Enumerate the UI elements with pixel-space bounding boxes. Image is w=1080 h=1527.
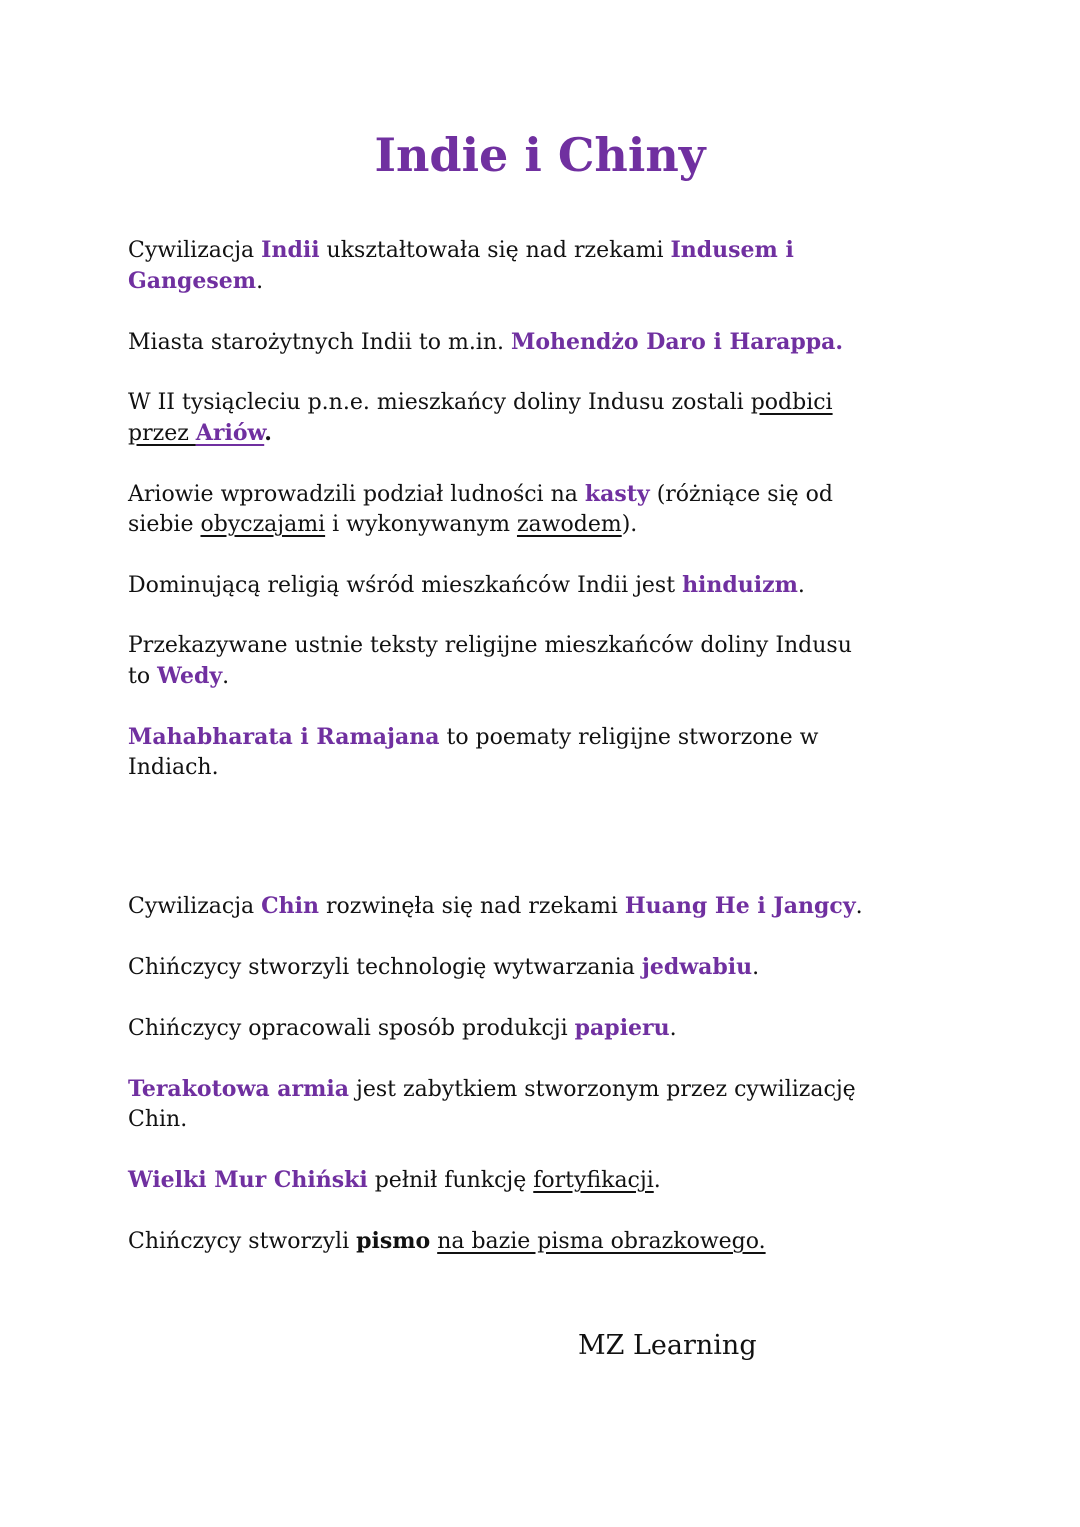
- china-paragraph: [128, 1226, 1008, 1257]
- underlined-text: przez: [128, 421, 196, 446]
- key-term: hinduizm: [682, 572, 798, 598]
- india-paragraph: [128, 722, 1008, 783]
- text-run: pełnił funkcję: [367, 1168, 534, 1193]
- key-term: Wedy: [157, 663, 223, 689]
- key-term: Gangesem: [128, 268, 257, 294]
- text-run: to: [128, 664, 158, 689]
- china-section: [128, 891, 1008, 1287]
- key-term: Chin: [261, 893, 320, 919]
- underlined-text: podbici: [750, 390, 833, 415]
- key-term: kasty: [584, 481, 650, 507]
- india-paragraph: [128, 388, 1008, 449]
- text-run: .: [669, 1016, 677, 1041]
- text-run: Ariowie wprowadzili podział ludności na: [128, 482, 585, 507]
- underlined-text: zawodem: [516, 512, 622, 537]
- underlined-text: obyczajami: [200, 512, 326, 537]
- china-paragraph: [128, 1013, 1008, 1044]
- text-run: rozwinęła się nad rzekami: [319, 894, 625, 919]
- text-run: .: [264, 420, 272, 446]
- underlined-text: na bazie pisma obrazkowego.: [437, 1229, 766, 1254]
- text-run: Chińczycy opracowali sposób produkcji: [128, 1016, 575, 1041]
- underlined-text: fortyfikacji: [533, 1168, 654, 1193]
- text-run: pismo: [356, 1228, 431, 1254]
- text-run: Chińczycy stworzyli: [128, 1229, 357, 1254]
- text-run: (różniące się od: [649, 482, 833, 507]
- key-term: Huang He i Jangcy: [624, 893, 856, 919]
- text-run: .: [752, 955, 760, 980]
- text-run: .: [653, 1168, 661, 1193]
- text-run: Dominującą religią wśród mieszkańców Indii jest: [128, 573, 683, 598]
- text-run: jest zabytkiem stworzonym przez cywilizację: [349, 1077, 856, 1102]
- china-paragraph: [128, 891, 1008, 922]
- text-run: Cywilizacja: [128, 238, 262, 263]
- india-paragraph: [128, 327, 1008, 358]
- text-run: Indiach.: [128, 755, 219, 780]
- text-run: Miasta starożytnych Indii to m.in.: [128, 330, 512, 355]
- india-paragraph: [128, 479, 1008, 540]
- text-run: i wykonywanym: [325, 512, 517, 537]
- text-run: Przekazywane ustnie teksty religijne mieszkańców doliny Indusu: [128, 633, 852, 658]
- text-run: .: [222, 664, 230, 689]
- text-run: Chińczycy stworzyli technologię wytwarzania: [128, 955, 642, 980]
- text-run: .: [797, 573, 805, 598]
- text-run: ).: [621, 512, 638, 537]
- text-run: Chin.: [128, 1107, 188, 1132]
- text-run: to poematy religijne stworzone w: [439, 725, 819, 750]
- text-run: .: [256, 269, 264, 294]
- key-term: Indii: [261, 237, 320, 263]
- india-paragraph: [128, 570, 1008, 601]
- key-term: jedwabiu: [641, 954, 753, 980]
- china-paragraph: [128, 1165, 1008, 1196]
- india-paragraph: [128, 631, 1008, 692]
- key-term: Wielki Mur Chiński: [128, 1167, 368, 1193]
- key-term: Terakotowa armia: [128, 1076, 350, 1102]
- china-paragraph: [128, 1074, 1008, 1135]
- text-run: .: [855, 894, 863, 919]
- china-paragraph: [128, 952, 1008, 983]
- text-run: W II tysiącleciu p.n.e. mieszkańcy doliny Indusu zostali: [128, 390, 751, 415]
- text-run: Cywilizacja: [128, 894, 262, 919]
- signature: MZ Learning: [578, 1330, 757, 1361]
- key-term: Mahabharata i Ramajana: [128, 724, 440, 750]
- key-term: Mohendżo Daro i Harappa.: [511, 329, 844, 355]
- text-run: siebie: [128, 512, 201, 537]
- page-title: Indie i Chiny: [374, 128, 706, 182]
- key-term: papieru: [574, 1015, 670, 1041]
- india-section: [128, 235, 1008, 813]
- text-run: ukształtowała się nad rzekami: [319, 238, 671, 263]
- key-term: Ariów: [195, 420, 265, 446]
- key-term: Indusem i: [670, 237, 794, 263]
- india-paragraph: [128, 235, 1008, 297]
